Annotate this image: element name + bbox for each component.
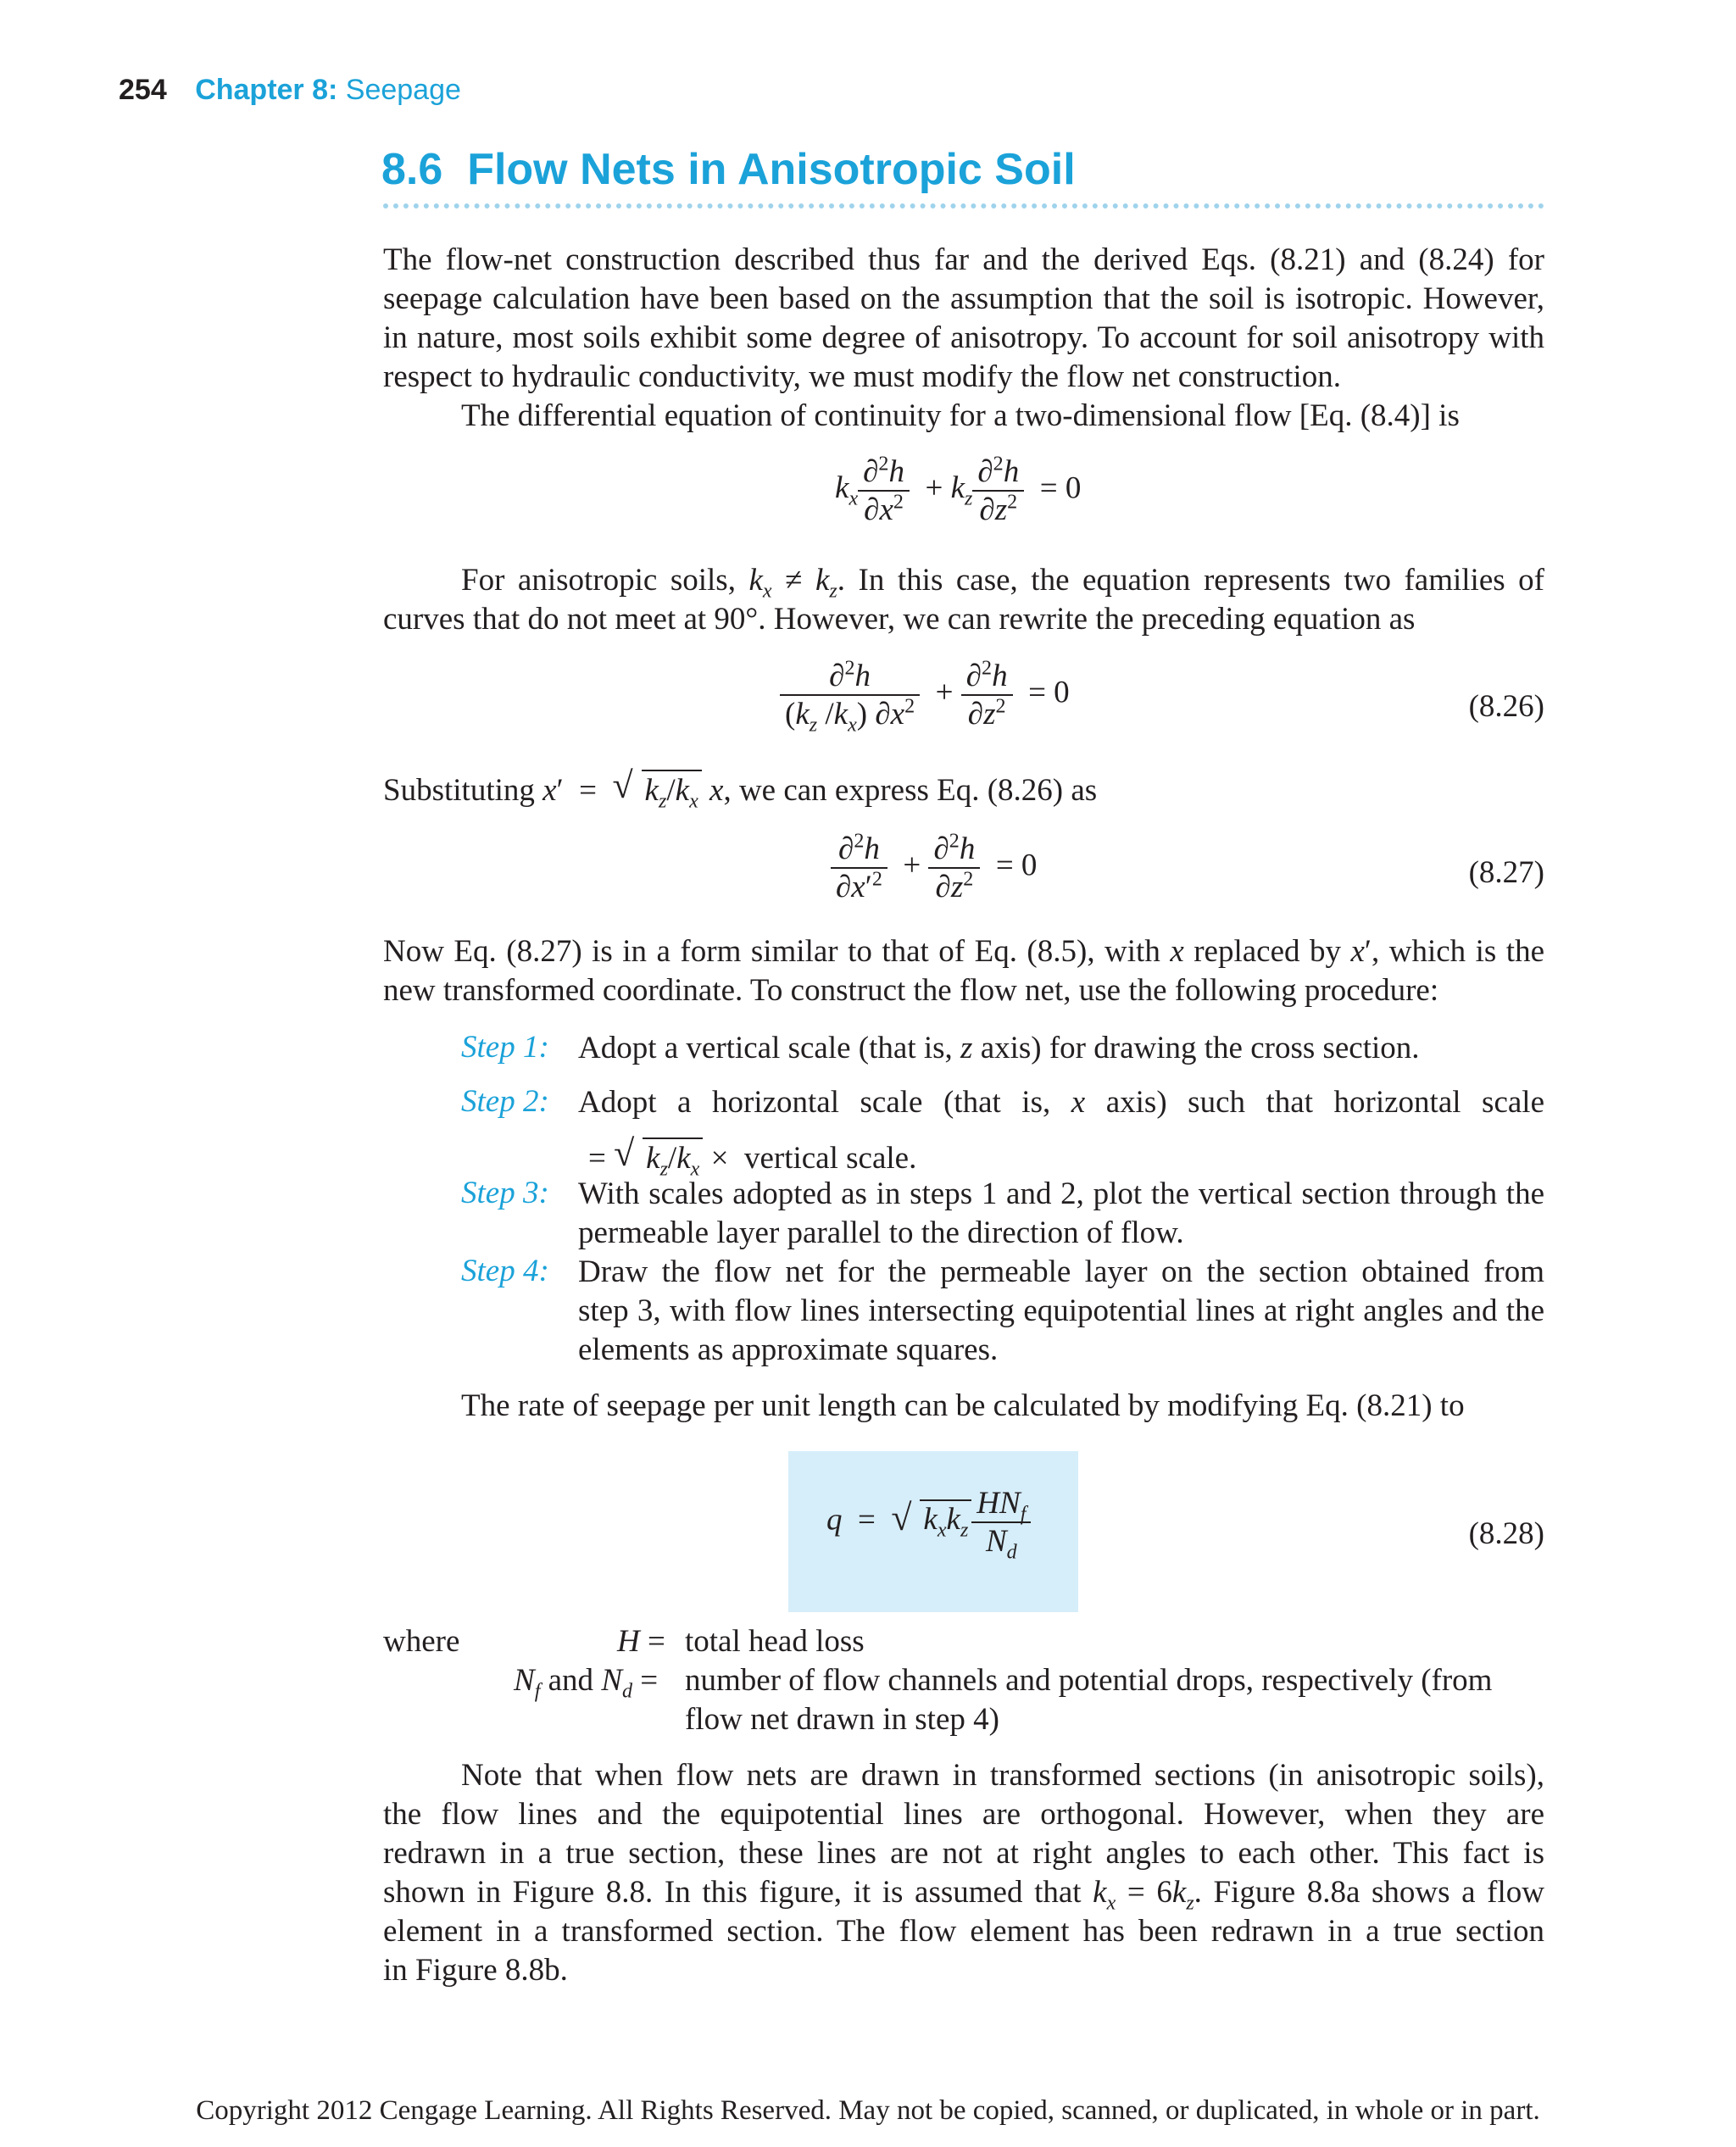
- rate-sentence: The rate of seepage per unit length can be calculated by modifying Eq. (8.21) to: [461, 1388, 1465, 1423]
- step-label: Step 1:: [461, 1030, 549, 1065]
- anisotropic-paragraph: For anisotropic soils, $k_x \ne k_z$. In this case, the equation represents two families of curves that do not meet at 90°. However, we can rewrite the preceding equation as: [383, 563, 1545, 637]
- equation-8-26: $\frac{\partial^2h}{(k_z /k_x) \partial x^2}$ + $\frac{\partial^2h}{\partial z^2}$ = 0: [780, 658, 1070, 732]
- equation-8-27: $\frac{\partial^2h}{\partial x'^2}$ + $\frac{\partial^2h}{\partial z^2}$ = 0: [831, 831, 1037, 905]
- procedure-intro-paragraph: Now Eq. (8.27) is in a form similar to that of Eq. (8.5), with x replaced by x′, which is the new transformed coordinate. To construct the flow net, use the following procedure:: [383, 934, 1545, 1008]
- equation-number: (8.26): [1468, 689, 1544, 724]
- continuity-equation: $k_x$ $\frac{\partial^2h}{\partial x^2}$ + $k_z$ $\frac{\partial^2h}{\partial z^2}$ = 0: [835, 453, 1082, 527]
- step-label: Step 4:: [461, 1254, 549, 1288]
- section-dotted-rule: [383, 203, 1544, 209]
- equation-8-28: q = √ $k_xk_z$ $\frac{HN_f}{N_d}$: [826, 1485, 1031, 1560]
- intro-line: The flow-net construction described thus far and the derived Eqs. (8.21) and (8.24) for: [383, 242, 1544, 277]
- substituting-line: Substituting x′ = √ $k_z/k_x$ x, we can express Eq. (8.26) as: [383, 765, 1098, 813]
- intro-line: seepage calculation have been based on the assumption that the soil is isotropic. However,: [383, 281, 1544, 316]
- step-label: Step 2:: [461, 1084, 549, 1119]
- step-label: Step 3:: [461, 1176, 549, 1210]
- section-number: 8.6: [381, 145, 443, 194]
- where-label: where: [383, 1624, 460, 1659]
- continuity-sentence: The differential equation of continuity for a two-dimensional flow [Eq. (8.4)] is: [461, 398, 1460, 433]
- n-definition: number of flow channels and potential drops, respectively (from flow net drawn in step 4): [685, 1663, 1493, 1737]
- n-symbol: $N_f$ and $N_d$ =: [514, 1663, 659, 1703]
- section-title: [381, 142, 1076, 197]
- intro-line: in nature, most soils exhibit some degree of anisotropy. To account for soil anisotropy with: [383, 320, 1544, 355]
- chapter-title: Seepage: [345, 74, 461, 106]
- step-1-text: Adopt a vertical scale (that is, z axis) for drawing the cross section.: [578, 1031, 1420, 1065]
- chapter-label: Chapter 8:: [195, 74, 338, 106]
- step-3-text: With scales adopted as in steps 1 and 2, plot the vertical section through the permeable layer parallel to the direction of flow.: [578, 1176, 1544, 1250]
- h-symbol: H =: [617, 1624, 665, 1659]
- intro-line: respect to hydraulic conductivity, we must modify the flow net construction.: [383, 359, 1341, 394]
- copyright-footer: Copyright 2012 Cengage Learning. All Rights Reserved. May not be copied, scanned, or duplicated, in whole or in part.: [196, 2095, 1540, 2126]
- page-number: 254: [119, 74, 167, 106]
- intro-paragraph: [383, 241, 1544, 397]
- equation-number: (8.27): [1468, 855, 1544, 890]
- step-4-text: Draw the flow net for the permeable layer on the section obtained from step 3, with flow lines intersecting equipotential lines at right angles and the elements as approximate squares.: [578, 1254, 1544, 1367]
- page-header: [119, 73, 461, 107]
- section-title-text: Flow Nets in Anisotropic Soil: [467, 145, 1076, 194]
- step-2-text: Adopt a horizontal scale (that is, x axis) such that horizontal scale = √ $k_z/k_x$ × vertical scale.: [578, 1085, 1545, 1181]
- h-definition: total head loss: [685, 1624, 865, 1659]
- note-paragraph: Note that when flow nets are drawn in transformed sections (in anisotropic soils), the flow lines and the equipotential lines are orthogonal. However, when they are redrawn in a true section, these lines are not at right angles to each other. This fact is shown in Figure 8.8. In this figure, it is assumed that $k_x = 6k_z$. Figure 8.8a shows a flow element in a transformed section. The flow element has been redrawn in a true section in Figure 8.8b.: [383, 1758, 1544, 1988]
- equation-number: (8.28): [1468, 1516, 1544, 1551]
